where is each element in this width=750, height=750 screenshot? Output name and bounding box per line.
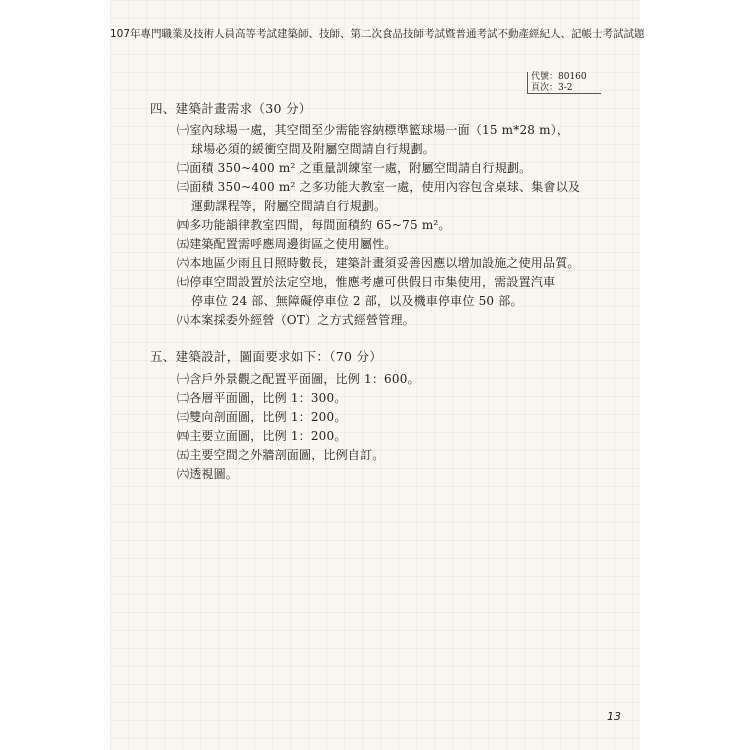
s4-item-2: ㈡面積 350~400 m² 之重量訓練室一處，附屬空間請自行規劃。 xyxy=(177,161,532,175)
s4-item-4: ㈣多功能韻律教室四間，每間面積約 65~75 m²。 xyxy=(177,218,451,232)
s4-item-1-line-2: 球場必須的緩衝空間及附屬空間請自行規劃。 xyxy=(191,142,436,156)
s4-item-5: ㈤建築配置需呼應周邊街區之使用屬性。 xyxy=(177,237,397,251)
s5-item-5: ㈤主要空間之外牆剖面圖，比例自訂。 xyxy=(177,448,385,462)
s4-item-7-line-1: ㈦停車空間設置於法定空地，惟應考慮可供假日市集使用，需設置汽車 xyxy=(177,275,556,289)
section-4-title: 四、建築計畫需求（30 分） xyxy=(150,101,312,116)
exam-code: 代號：80160 xyxy=(531,72,587,82)
s5-item-2: ㈡各層平面圖，比例 1：300。 xyxy=(177,391,347,405)
section-5-title: 五、建築設計，圖面要求如下：（70 分） xyxy=(150,349,383,364)
page-index: 頁次：3-2 xyxy=(531,83,573,93)
page-number: 13 xyxy=(607,710,621,723)
s4-item-1-line-1: ㈠室內球場一處，其空間至少需能容納標準籃球場一面（15 m*28 m）， xyxy=(177,123,570,137)
s5-item-3: ㈢雙向剖面圖，比例 1：200。 xyxy=(177,410,347,424)
s4-item-6: ㈥本地區少雨且日照時數長，建築計畫須妥善因應以增加設施之使用品質。 xyxy=(177,256,580,270)
code-box xyxy=(527,72,601,94)
s5-item-4: ㈣主要立面圖，比例 1：200。 xyxy=(177,429,347,443)
s5-item-1: ㈠含戶外景觀之配置平面圖，比例 1：600。 xyxy=(177,372,420,386)
s4-item-7-line-2: 停車位 24 部、無障礙停車位 2 部，以及機車停車位 50 部。 xyxy=(191,294,523,308)
s5-item-6: ㈥透視圖。 xyxy=(177,467,239,481)
s4-item-3-line-2: 運動課程等，附屬空間請自行規劃。 xyxy=(191,199,387,213)
s4-item-8: ㈧本案採委外經營（OT）之方式經營管理。 xyxy=(177,313,415,327)
s4-item-3-line-1: ㈢面積 350~400 m² 之多功能大教室一處，使用內容包含桌球、集會以及 xyxy=(177,180,581,194)
exam-header: 107年專門職業及技術人員高等考試建築師、技師、第二次食品技師考試暨普通考試不動產經紀人、記帳士考試試題 xyxy=(110,28,645,40)
